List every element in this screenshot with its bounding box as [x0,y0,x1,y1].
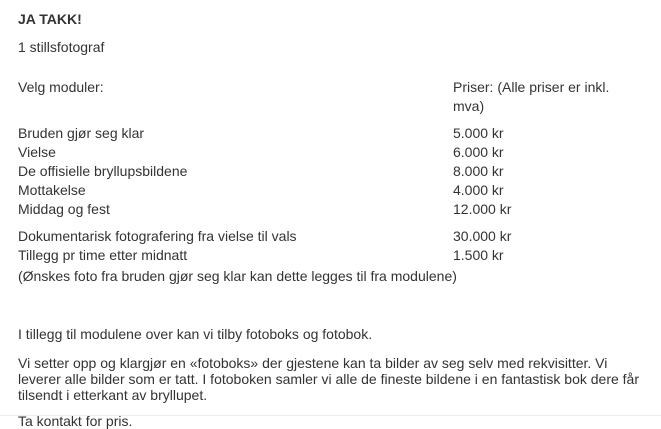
modules-list [18,124,643,219]
table-row [18,124,643,143]
package-label: Dokumentarisk fotografering fra vielse til vals [18,228,297,244]
module-price: 8.000 kr [453,163,504,179]
module-price: 6.000 kr [453,144,504,160]
contact-for-price-text: Ta kontakt for pris. [18,413,133,429]
modules-column-header: Velg moduler: [18,79,104,95]
module-price: 5.000 kr [453,125,504,141]
module-label: De offisielle bryllupsbildene [18,163,188,179]
prices-column-header: Priser: (Alle priser er inkl. mva) [453,79,610,114]
module-label: Vielse [18,144,56,160]
module-price: 4.000 kr [453,182,504,198]
packages-list [18,227,643,265]
price-table-header [18,78,643,116]
table-row [18,246,643,265]
module-label: Mottakelse [18,182,86,198]
module-label: Middag og fest [18,201,110,217]
package-label: Tillegg pr time etter midnatt [18,247,188,263]
table-row [18,181,643,200]
package-price: 30.000 kr [453,228,512,244]
package-price: 1.500 kr [453,247,504,263]
module-label: Bruden gjør seg klar [18,125,145,141]
module-price: 12.000 kr [453,201,512,217]
bottom-divider [0,415,661,416]
table-row [18,227,643,246]
addons-intro-paragraph: I tillegg til modulene over kan vi tilby fotoboks og fotobok. [18,326,373,342]
table-row [18,162,643,181]
table-row [18,143,643,162]
table-row [18,200,643,219]
photographer-count: 1 stillsfotograf [18,39,105,55]
photobooth-description-paragraph: Vi setter opp og klargjør en «fotoboks» der gjestene kan ta bilder av seg selv med rekvisitter. Vi leverer alle bilder som er tatt. I fotoboken samler vi alle de fineste bildene i en fantastisk bok dere får tilsendt i etterkant av bryllupet. [18,355,639,403]
modules-note: (Ønskes foto fra bruden gjør seg klar kan dette legges til fra modulene) [18,268,457,284]
page-title: JA TAKK! [18,11,82,27]
